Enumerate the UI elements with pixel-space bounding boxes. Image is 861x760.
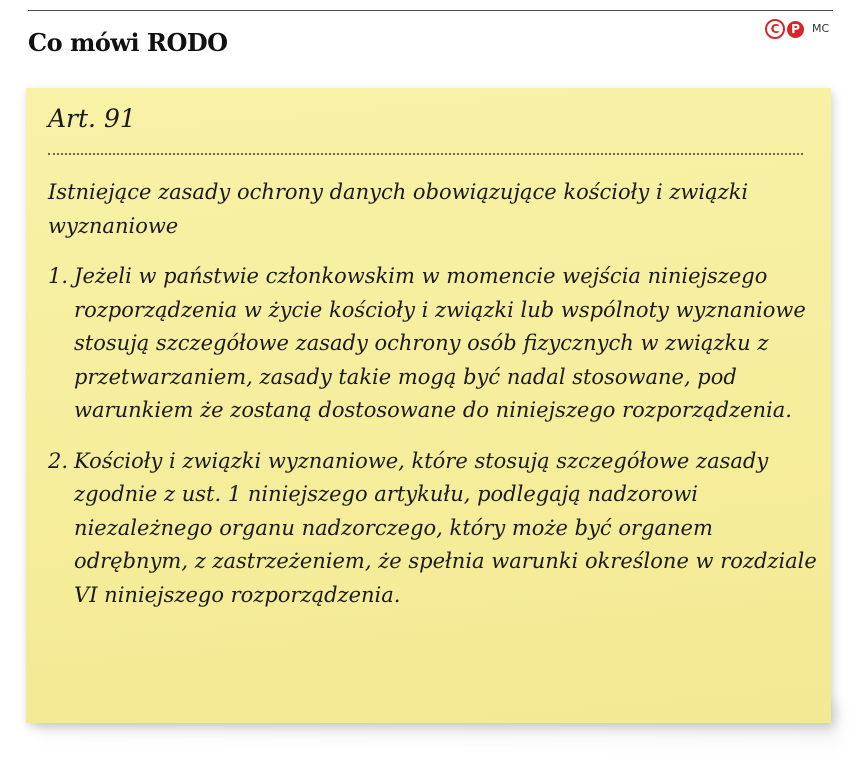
article-subtitle: Istniejące zasady ochrony danych obowiązujące kościoły i związki wyznaniowe bbox=[48, 180, 749, 238]
item-number: 2. bbox=[48, 448, 69, 473]
note-body bbox=[48, 176, 818, 629]
publisher-logo bbox=[765, 18, 804, 40]
logo-c-icon: C bbox=[765, 19, 785, 39]
item-number: 1. bbox=[48, 264, 69, 288]
page-title: Co mówi RODO bbox=[28, 28, 228, 57]
sticky-note bbox=[26, 88, 831, 723]
list-item bbox=[48, 260, 818, 428]
top-rule bbox=[28, 10, 833, 11]
logo-p-icon: P bbox=[787, 21, 804, 38]
article-title: Art. 91 bbox=[48, 104, 136, 133]
list-item bbox=[48, 445, 818, 613]
dotted-divider bbox=[48, 153, 803, 155]
item-text: Jeżeli w państwie członkowskim w momencie wejścia niniejszego rozporządzenia w życie kościoły i związki lub wspólnoty wyznaniowe stosują szczegółowe zasady ochrony osób fizycznych w związku z przetwarzaniem, zasady takie mogą być nadal stosowane, pod warunkiem że zostaną dostosowane do niniejszego rozporządzenia. bbox=[74, 264, 806, 422]
author-initials: MC bbox=[812, 22, 830, 35]
item-text: Kościoły i związki wyznaniowe, które stosują szczegółowe zasady zgodnie z ust. 1 niniejszego artykułu, podlegają nadzorowi niezależnego organu nadzorczego, który może być organem odrębnym, z zastrzeżeniem, że spełnia warunki określone w rozdziale VI niniejszego rozporządzenia. bbox=[74, 448, 817, 607]
